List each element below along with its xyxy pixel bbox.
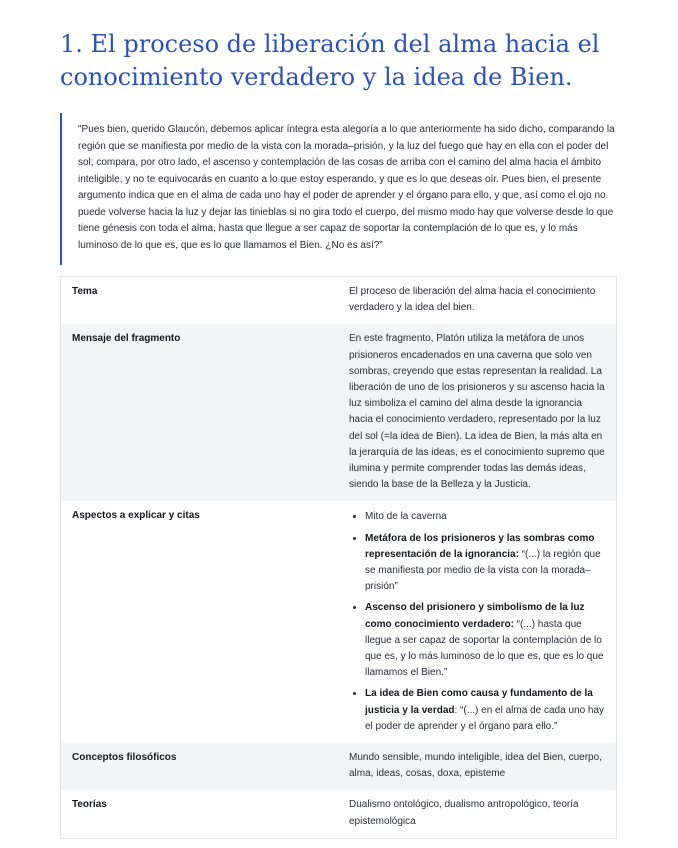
list-item [365,530,606,596]
list-item-text: : “(...) en el alma de cada uno hay el poder de aprender y el órgano para ello.” [365,704,605,732]
row-value: En este fragmento, Platón utiliza la metáfora de unos prisioneros encadenados en una caverna que solo ven sombras, creyendo que estas representan la realidad. La liberación de uno de los prisioneros y su ascenso hacia la luz simboliza el camino del alma desde la ignorancia hacia el conocimiento verdadero, representado por la luz del sol (=la idea de Bien). La idea de Bien, la más alta en la jerarquía de las ideas, es el conocimiento supremo que ilumina y permite comprender todas las demás ideas, siendo la base de la Belleza y la Justicia. [349,324,617,501]
summary-table [60,276,617,839]
table-row-aspectos [61,501,617,743]
list-item-heading: La idea de Bien como causa y fundamento de la justicia y la verdad [365,688,593,716]
list-item-heading: Ascenso del prisionero y simbolismo de la luz como conocimiento verdadero: [365,602,585,630]
row-label: Teorías [72,799,107,811]
list-item-heading: Metáfora de los prisioneros y las sombras como representación de la ignorancia: [365,532,595,560]
page-title: 1. El proceso de liberación del alma hacia el conocimiento verdadero y la idea de Bien. [60,30,600,91]
row-label: Mensaje del fragmento [61,324,350,501]
row-value: El proceso de liberación del alma hacia el conocimiento verdadero y la idea del bien. [349,286,596,314]
table-row-conceptos [61,743,617,790]
list-item-text: Mito de la caverna [365,511,447,523]
row-label: Aspectos a explicar y citas [72,510,200,522]
list-item [365,508,606,525]
row-value: Dualismo ontológico, dualismo antropológico, teoría epistemológica [349,799,579,827]
row-label: Conceptos filosóficos [61,743,350,790]
row-value: Mundo sensible, mundo inteligible, idea del Bien, cuerpo, alma, ideas, cosas, doxa, episteme [349,743,617,790]
aspects-list [349,508,606,735]
list-item-text: “(...) hasta que llegue a ser capaz de soportar la contemplación de lo que es, y lo más luminoso de lo que es, que es lo que llamamos el Bien.” [365,618,604,679]
table-row-teorias [61,790,617,838]
row-label: Tema [72,286,98,297]
list-item [365,685,606,735]
table-row-mensaje [61,324,617,501]
blockquote: "Pues bien, querido Glaucón, debemos aplicar íntegra esta alegoría a lo que anteriormente ha sido dicho, comparando la región que se manifiesta por medio de la vista con la morada–prisión, y la luz del fuego que hay en ella con el poder del sol; compara, por otro lado, el ascenso y contemplación de las cosas de arriba con el camino del alma hacia el ámbito inteligible, y no te equivocarás en cuanto a lo que estoy esperando, y que es lo que deseas oír. Pues bien, el presente argumento indica que en el alma de cada uno hay el poder de aprender y el órgano para ello, y que, así como el ojo no puede volverse hacia la luz y dejar las tinieblas si no gira todo el cuerpo, del mismo modo hay que volverse desde lo que tiene génesis con toda el alma, hasta que llegue a ser capaz de soportar la contemplación de lo que es, y lo más luminoso de lo que es, que es lo que llamamos el Bien. ¿No es así?” [60,113,617,265]
row-value [349,501,617,743]
table-row-tema [61,277,617,325]
list-item-text: “(...) la región que se manifiesta por medio de la vista con la morada–prisión” [365,548,601,593]
list-item [365,599,606,681]
